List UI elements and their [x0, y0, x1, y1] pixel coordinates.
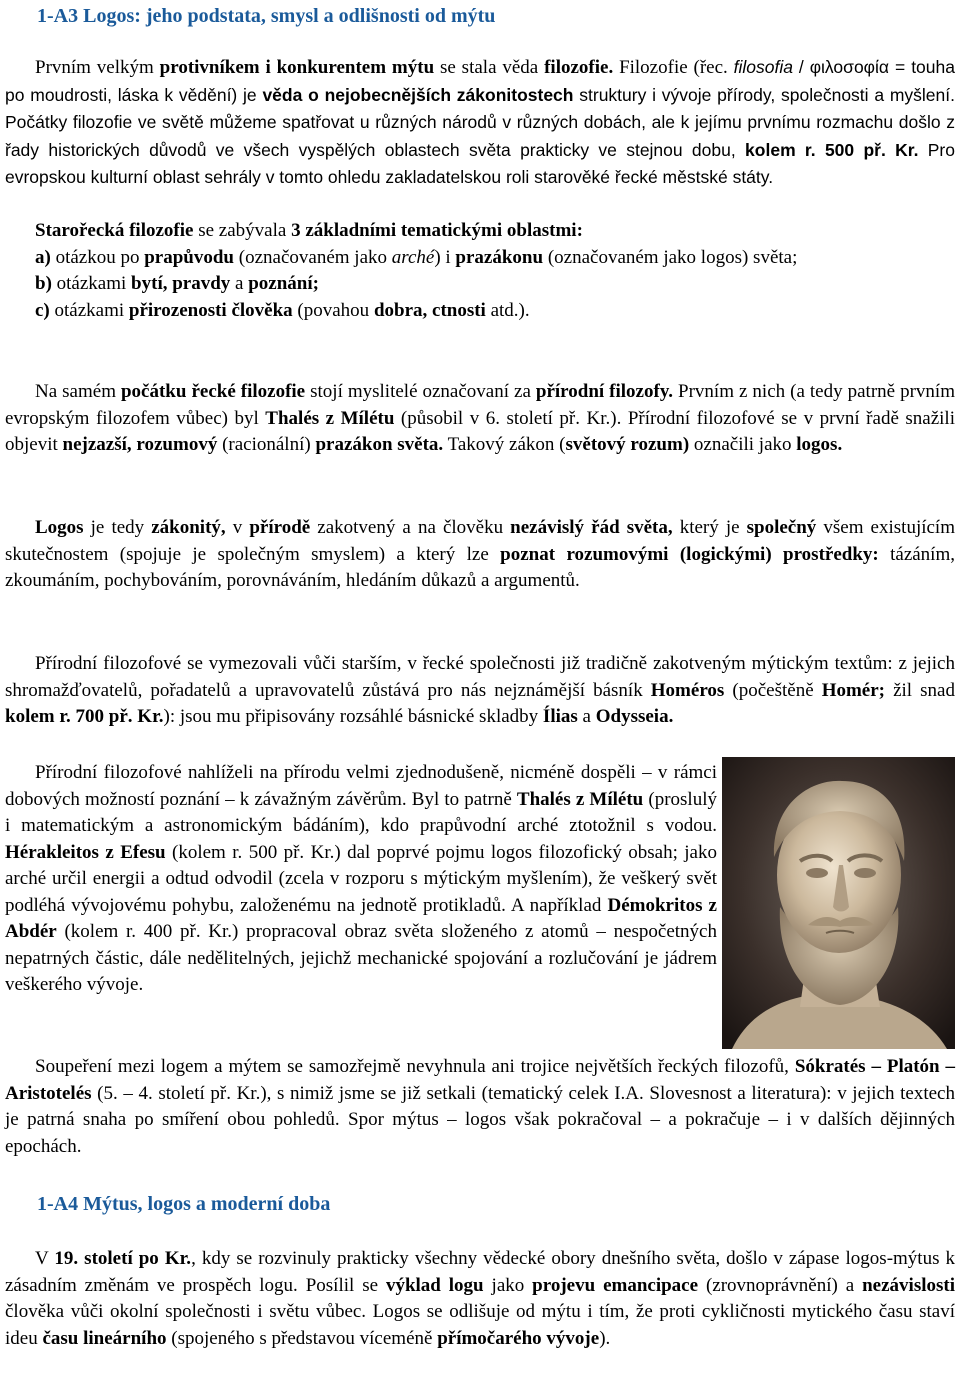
paragraph-natural-philosophers: Na samém počátku řecké filozofie stojí myslitelé označovaní za přírodní filozofy. Prvním z nich (a tedy patrně prvním evropským filozofem vůbec) byl Thalés z Mílétu (působil v 6. století př. Kr.). Přírodní filozofové se v první řadě snažili objevit nejzazší, rozumový (racionální) prazákon světa. Takový zákon (světový rozum) označili jako logos.	[5, 381, 955, 455]
paragraph-themes: Starořecká filozofie se zabývala 3 základními tematickými oblastmi: a) otázkou po prapůvodu (označovaném jako arché) i prazákonu (označovaném jako logos) světa; b) otázkami bytí, pravdy a poznání; c) otázkami přirozenosti člověka (povahou dobra, ctnosti atd.).	[35, 220, 798, 321]
philosopher-bust-image	[722, 757, 955, 1049]
section-heading-1a4: 1-A4 Mýtus, logos a moderní doba	[37, 1193, 331, 1215]
paragraph-socrates: Soupeření mezi logem a mýtem se samozřejmě nevyhnula ani trojice největších řeckých filozofů, Sókratés – Platón – Aristotelés (5. – 4. století př. Kr.), s nimiž jsme se již setkali (tematický celek I.A. Slovesnost a literatura): v jejich textech je patrná snaha po smíření obou pohledů. Spor mýtus – logos však pokračoval – a pokračuje – i v dalších dějinných epochách.	[5, 1056, 956, 1157]
paragraph-nature-view: Přírodní filozofové nahlíželi na přírodu velmi zjednodušeně, nicméně dospěli – v rámci dobových možností poznání – k závažným závěrům. Byl to patrně Thalés z Mílétu (proslulý i matematickým a astronomickým bádáním), kdo prapůvodní arché ztotožnil s vodou. Hérakleitos z Efesu (kolem r. 500 př. Kr.) dal poprvé pojmu logos filozofický obsah; jako arché určil energii a odtud odvodil (zcela v rozporu s mýtickým myšlením), že veškerý svět podléhá vývojovému pohybu, založenému na jednotě protikladů. A například Démokritos z Abdér (kolem r. 400 př. Kr.) propracoval obraz světa složeného z atomů – nespočetných nepatrných částic, dále nedělitelných, jejichž mechanické spojování a rozlučování je jádrem veškerého vývoje.	[5, 762, 717, 995]
paragraph-homer: Přírodní filozofové se vymezovali vůči starším, v řecké společnosti již tradičně zakotveným mýtickým textům: z jejich shromažďovatelů, pořadatelů a upravovatelů zůstává pro nás nejznámější básník Homéros (počeštěně Homér; žil snad kolem r. 700 př. Kr.): jsou mu připisovány rozsáhlé básnické skladby Ílias a Odysseia.	[5, 653, 955, 727]
paragraph-intro: Prvním velkým protivníkem i konkurentem mýtu se stala věda filozofie. Filozofie (řec. filosofia / φιλοσοφία = touha po moudrosti, láska k vědění) je věda o nejobecnějších zákonitostech struktury i vývoje přírody, společnosti a myšlení. Počátky filozofie ve světě můžeme spatřovat u různých národů v různých dobách, ale k jejímu prvnímu rozmachu došlo z řady historických důvodů ve všech vyspělých oblastech světa prakticky ve stejnou dobu, kolem r. 500 př. Kr. Pro evropskou kulturní oblast sehrály v tomto ohledu zakladatelskou roli starověké řecké městské státy.	[5, 57, 955, 187]
paragraph-logos-definition: Logos je tedy zákonitý, v přírodě zakotvený a na člověku nezávislý řád světa, který je společný všem existujícím skutečnostem (spojuje je společným smyslem) a který lze poznat rozumovými (logickými) prostředky: tázáním, zkoumáním, pochybováním, porovnáváním, hledáním důkazů a argumentů.	[5, 517, 955, 591]
paragraph-modern-era: V 19. století po Kr., kdy se rozvinuly prakticky všechny vědecké obory dnešního světa, došlo v zápase logos-mýtus k zásadním změnám ve prospěch logu. Posílil se výklad logu jako projevu emancipace (zrovnoprávnění) a nezávislosti člověka vůči okolní společnosti i světu vůbec. Logos se odlišuje od mýtu i tím, že proti cykličnosti mytického času staví ideu času lineárního (spojeného s představou víceméně přímočarého vývoje).	[5, 1248, 955, 1349]
section-heading-1a3: 1-A3 Logos: jeho podstata, smysl a odlišnosti od mýtu	[37, 5, 496, 27]
